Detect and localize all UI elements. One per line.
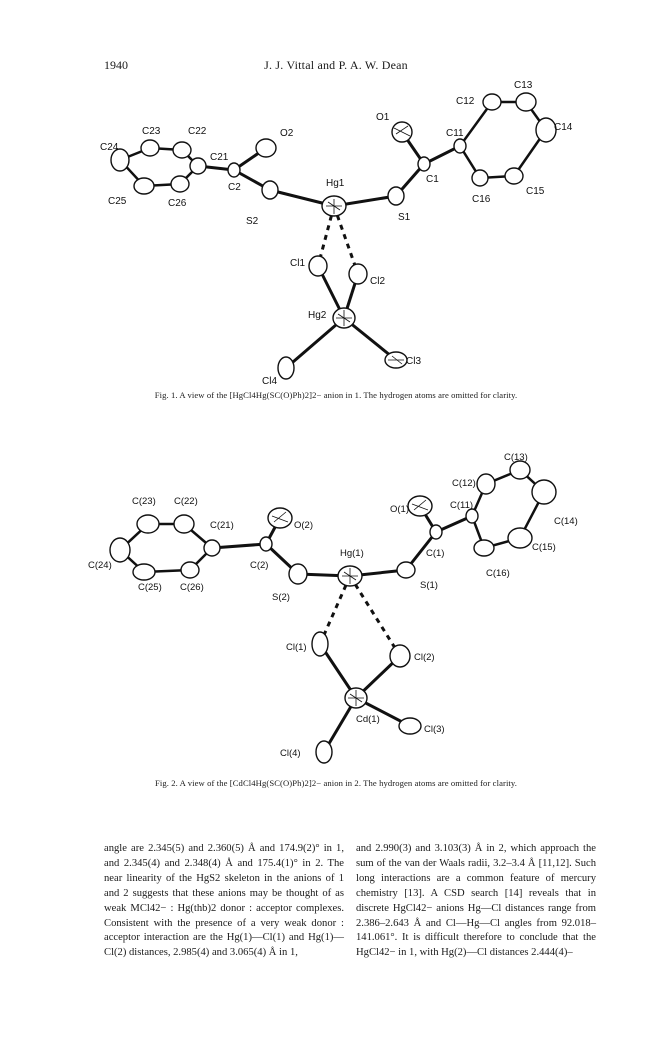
atom-label-Cl2: Cl(2) <box>414 652 435 663</box>
atom-label-Cl3: Cl(3) <box>424 724 445 735</box>
body-right-paragraph: and 2.990(3) and 3.103(3) Å in 2, which approach the sum of the van der Waals radii, 3.2–3.4 Å [11,12]. Such long interactions are a common feature of mercury chemistry [13]. A CSD search [14] reveals that in discrete HgCl42− anions Hg—Cl distances range from 2.386–2.643 Å and Cl—Hg—Cl angles from 92.018–141.061°. It is difficult therefore to conclude that the HgCl42− in 1, with Hg(2)—Cl distances 2.444(4)– <box>356 843 596 959</box>
atom-label-Hg2: Hg2 <box>308 310 327 321</box>
atom-label-Cl4: Cl(4) <box>280 748 301 759</box>
atom-label-O2: O(2) <box>294 520 313 531</box>
atom-label-C2: C2 <box>228 182 241 193</box>
atom-label-Cl1: Cl(1) <box>286 642 307 653</box>
body-right-column <box>356 842 596 961</box>
atom-label-C13: C13 <box>514 80 533 91</box>
atom-label-S2: S2 <box>246 216 259 227</box>
atom-label-C24: C(24) <box>88 560 112 571</box>
page-number: 1940 <box>104 58 128 72</box>
atom-label-C23: C(23) <box>132 496 156 507</box>
atom-label-S1: S(1) <box>420 580 438 591</box>
atom-label-Hg1: Hg1 <box>326 178 345 189</box>
atom-label-C11: C11 <box>446 128 464 139</box>
atom-label-C26: C26 <box>168 198 187 209</box>
figure-2-caption: Fig. 2. A view of the [CdCl4Hg(SC(O)Ph)2]2− anion in 2. The hydrogen atoms are omitted for clarity. <box>154 778 518 788</box>
atom-label-C1: C(1) <box>426 548 445 559</box>
body-left-column <box>104 842 344 961</box>
atom-label-C23: C23 <box>142 126 161 137</box>
figure-2 <box>80 452 600 772</box>
running-head: J. J. Vittal and P. A. W. Dean <box>264 58 408 72</box>
atom-label-C13: C(13) <box>504 452 528 463</box>
atom-label-C22: C(22) <box>174 496 198 507</box>
atom-label-C26: C(26) <box>180 582 204 593</box>
atom-label-C15: C(15) <box>532 542 556 553</box>
atom-label-Hg1: Hg(1) <box>340 548 364 559</box>
atom-label-C12: C(12) <box>452 478 476 489</box>
atom-label-O2: O2 <box>280 128 294 139</box>
atom-label-C15: C15 <box>526 186 545 197</box>
atom-label-C16: C16 <box>472 194 491 205</box>
atom-label-Cl2: Cl2 <box>370 276 386 287</box>
atom-label-C25: C(25) <box>138 582 162 593</box>
atom-label-C14: C14 <box>554 122 573 133</box>
atom-label-C11: C(11) <box>450 500 474 511</box>
atom-label-C2: C(2) <box>250 560 269 571</box>
atom-label-S1: S1 <box>398 212 411 223</box>
atom-label-O1: O(1) <box>390 504 409 515</box>
page-header <box>0 58 672 74</box>
atom-label-Cl1: Cl1 <box>290 258 306 269</box>
atom-label-C21: C(21) <box>210 520 234 531</box>
figure-1-caption: Fig. 1. A view of the [HgCl4Hg(SC(O)Ph)2]2− anion in 1. The hydrogen atoms are omitted for clarity. <box>154 390 518 400</box>
atom-label-C22: C22 <box>188 126 207 137</box>
figure-1 <box>80 78 600 388</box>
atom-label-C21: C21 <box>210 152 229 163</box>
figure-1-ortep-drawing <box>80 78 600 388</box>
figure-2-ortep-drawing <box>80 452 600 772</box>
atom-label-C16: C(16) <box>486 568 510 579</box>
atom-label-C25: C25 <box>108 196 127 207</box>
atom-label-C24: C24 <box>100 142 119 153</box>
atom-label-Cl4: Cl4 <box>262 376 278 387</box>
atom-label-C12: C12 <box>456 96 475 107</box>
atom-label-C1: C1 <box>426 174 439 185</box>
atom-label-Cl3: Cl3 <box>406 356 422 367</box>
atom-label-Cd1: Cd(1) <box>356 714 380 725</box>
atom-label-O1: O1 <box>376 112 390 123</box>
atom-label-S2: S(2) <box>272 592 290 603</box>
body-left-paragraph: angle are 2.345(5) and 2.360(5) Å and 174.9(2)° in 1, and 2.345(4) and 2.348(4) Å and 175.4(1)° in 2. The near linearity of the HgS2 skeleton in the anions of 1 and 2 suggests that these anions may be thought of as weak MCl42− : Hg(thb)2 donor : acceptor complexes. Consistent with the presence of a very weak donor : acceptor interaction are the Hg(1)—Cl(1) and Hg(1)—Cl(2) distances, 2.985(4) and 3.065(4) Å in 1, <box>104 843 344 959</box>
atom-label-C14: C(14) <box>554 516 578 527</box>
